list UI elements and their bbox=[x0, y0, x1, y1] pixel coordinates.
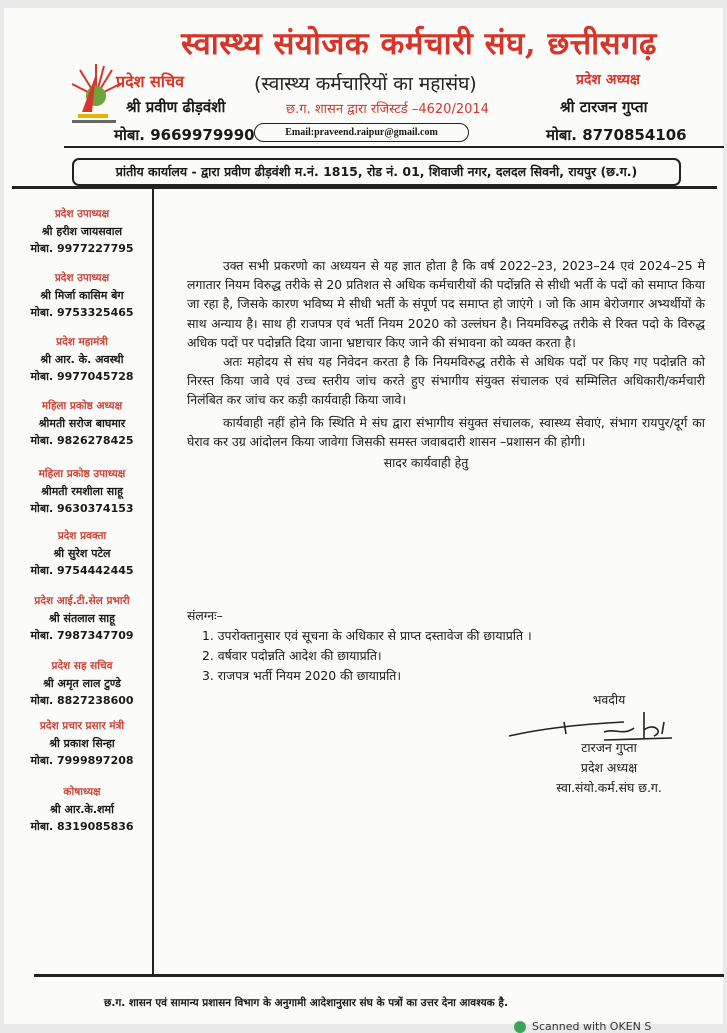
scanner-logo-icon bbox=[514, 1021, 526, 1033]
office-address: प्रांतीय कार्यालय - द्वारा प्रवीण ढीड़वंशी म.नं. 1815, रोड नं. 01, शिवाजी नगर, दलदल सिवनी, रायपुर (छ.ग.) bbox=[72, 158, 681, 186]
office-bearer bbox=[12, 658, 152, 709]
office-bearer-name: श्री आर.के.शर्मा bbox=[50, 803, 114, 816]
office-bearer-name: श्रीमती रमशीला साहू bbox=[41, 485, 123, 498]
office-bearer bbox=[12, 206, 152, 257]
salutation: भवदीय bbox=[592, 692, 626, 707]
office-bearer bbox=[12, 334, 152, 385]
office-bearer-role: प्रदेश आई.टी.सेल प्रभारी bbox=[34, 595, 130, 607]
office-bearer bbox=[12, 270, 152, 321]
office-bearer-name: श्रीमती सरोज बाघमार bbox=[38, 417, 126, 430]
office-bearer-mobile: मोबा. 8827238600 bbox=[30, 694, 134, 707]
body-paragraph: उक्त सभी प्रकरणो का अध्ययन से यह ज्ञात होता है कि वर्ष 2022–23, 2023–24 एवं 2024–25 मे लगातार नियम विरुद्ध तरीके से 20 प्रतिशत से अधिक कर्मचारीयों की पदोंन्नति से सीधी भर्ती के पदों को समाप्त किया जा रहा है, जिसके कारण भविष्य मे सीधी भर्ती के संपूर्ण पद समाप्त हो जाएंगे । जो कि आम बेरोजगार अभ्यर्थीयों के साथ अन्याय है। साथ ही राजपत्र एवं भर्ती नियम 2020 को उल्लंघन है। नियमविरुद्ध तरीके से रिक्त पदो के विरुद्ध अधिक पदों पर पदोन्नति दिया जाना भ्रष्टाचार किए जाने की संभावना को व्यक्त करता है। bbox=[187, 258, 705, 350]
office-bearer-mobile: मोबा. 9977045728 bbox=[30, 370, 134, 383]
office-bearer bbox=[12, 466, 152, 517]
office-bearer-name: श्री प्रकाश सिन्हा bbox=[49, 737, 115, 750]
enclosures-label: संलग्नः– bbox=[187, 608, 223, 623]
office-bearer-mobile: मोबा. 8319085836 bbox=[30, 820, 134, 833]
office-bearer-mobile: मोबा. 9826278425 bbox=[30, 434, 134, 447]
enclosures bbox=[187, 606, 532, 686]
organization-subtitle: (स्वास्थ्य कर्मचारियों का महासंघ) bbox=[254, 73, 477, 95]
office-bearer-name: श्री अमृत लाल टुण्डे bbox=[43, 677, 121, 690]
office-bearer-name: श्री आर. के. अवस्थी bbox=[40, 353, 124, 366]
office-bearer-role: महिला प्रकोष्ठ अध्यक्ष bbox=[41, 400, 123, 412]
letter-body bbox=[187, 256, 705, 472]
body-paragraph: अतः महोदय से संघ यह निवेदन करता है कि नियमविरुद्ध तरीके से अधिक पदों पर किए गए पदोन्नति को निरस्त किया जावे एवं उच्च स्तरीय जांच करते हुए संभागीय संयुक्त संचालक एवं सम्मिलित अधिकारी/कर्मचारी निलंबित कर जांच कर कड़ी कार्यवाही किया जावे। bbox=[187, 354, 705, 408]
office-bearer-role: प्रदेश उपाध्यक्ष bbox=[54, 208, 110, 220]
president-name: श्री टारजन गुप्ता bbox=[560, 98, 648, 116]
president-mobile: मोबा. 8770854106 bbox=[546, 126, 687, 144]
office-bearer bbox=[12, 784, 152, 835]
office-bearer-mobile: मोबा. 9977227795 bbox=[30, 242, 134, 255]
letter-page bbox=[4, 8, 723, 1033]
secretary-name: श्री प्रवीण ढीड़वंशी bbox=[126, 98, 226, 116]
president-role: प्रदेश अध्यक्ष bbox=[576, 72, 640, 88]
sidebar-divider bbox=[152, 188, 154, 975]
secretary-role: प्रदेश सचिव bbox=[116, 72, 185, 91]
enclosure-item: 3. राजपत्र भर्ती नियम 2020 की छायाप्रति। bbox=[202, 668, 402, 683]
office-bearer bbox=[12, 718, 152, 769]
email-address: Email:praveend.raipur@gmail.com bbox=[254, 123, 469, 142]
office-bearer-name: श्री मिर्जा कासिम बेग bbox=[40, 289, 124, 302]
office-bearer-role: प्रदेश सह सचिव bbox=[51, 660, 113, 672]
footer-note: छ.ग. शासन एवं सामान्य प्रशासन विभाग के अनुगामी आदेशानुसार संघ के पत्रों का उत्तर देना आवश्यक है. bbox=[104, 997, 508, 1009]
header-divider bbox=[64, 146, 724, 148]
signatory-name: टारजन गुप्ता bbox=[581, 740, 637, 755]
signatory-role: प्रदेश अध्यक्ष bbox=[580, 760, 638, 775]
office-bearer-name: श्री हरीश जायसवाल bbox=[41, 225, 123, 238]
office-bearer-mobile: मोबा. 7999897208 bbox=[30, 754, 134, 767]
body-paragraph: कार्यवाही नहीं होने कि स्थिति मे संघ द्वारा संभागीय संयुक्त संचालक, स्वास्थ्य सेवाएं, संभाग रायपुर/दूर्ग का घेराव कर उग्र आंदोलन किया जावेगा जिसकी समस्त जवाबदारी शासन –प्रशासन की होगी। bbox=[187, 414, 705, 449]
office-bearer-mobile: मोबा. 9630374153 bbox=[30, 502, 134, 515]
address-divider bbox=[12, 186, 717, 189]
registration-number: छ.ग. शासन द्वारा रजिस्टर्ड –4620/2014 bbox=[286, 102, 489, 117]
scanner-watermark bbox=[514, 1020, 651, 1033]
enclosure-item: 2. वर्षवार पदोन्नति आदेश की छायाप्रति। bbox=[202, 648, 382, 663]
office-bearer-role: प्रदेश उपाध्यक्ष bbox=[54, 272, 110, 284]
office-bearer-role: प्रदेश प्रवक्ता bbox=[57, 530, 107, 542]
footer-divider bbox=[34, 974, 724, 977]
office-bearer-role: कोषाध्यक्ष bbox=[63, 786, 101, 798]
office-bearer-mobile: मोबा. 7987347709 bbox=[30, 629, 134, 642]
office-bearer-mobile: मोबा. 9753325465 bbox=[30, 306, 134, 319]
office-bearer bbox=[12, 593, 152, 644]
office-bearer-mobile: मोबा. 9754442445 bbox=[30, 564, 134, 577]
office-bearer-role: प्रदेश महामंत्री bbox=[56, 336, 108, 348]
office-bearer bbox=[12, 528, 152, 579]
signatory-organization: स्वा.संयो.कर्म.संघ छ.ग. bbox=[556, 780, 662, 795]
organization-title: स्वास्थ्य संयोजक कर्मचारी संघ, छत्तीसगढ़ bbox=[180, 26, 658, 62]
closing-line: सादर कार्यवाही हेतु bbox=[383, 455, 469, 471]
enclosure-item: 1. उपरोक्तानुसार एवं सूचना के अधिकार से प्राप्त दस्तावेज की छायाप्रति । bbox=[202, 628, 532, 643]
office-bearer bbox=[12, 398, 152, 449]
scanner-text: Scanned with OKEN S bbox=[532, 1020, 652, 1033]
office-bearer-name: श्री सुरेश पटेल bbox=[53, 547, 111, 560]
office-bearer-role: महिला प्रकोष्ठ उपाध्यक्ष bbox=[38, 468, 126, 480]
office-bearer-role: प्रदेश प्रचार प्रसार मंत्री bbox=[39, 720, 125, 732]
office-bearer-name: श्री संतलाल साहू bbox=[49, 612, 115, 625]
secretary-mobile: मोबा. 9669979990 bbox=[114, 126, 255, 144]
